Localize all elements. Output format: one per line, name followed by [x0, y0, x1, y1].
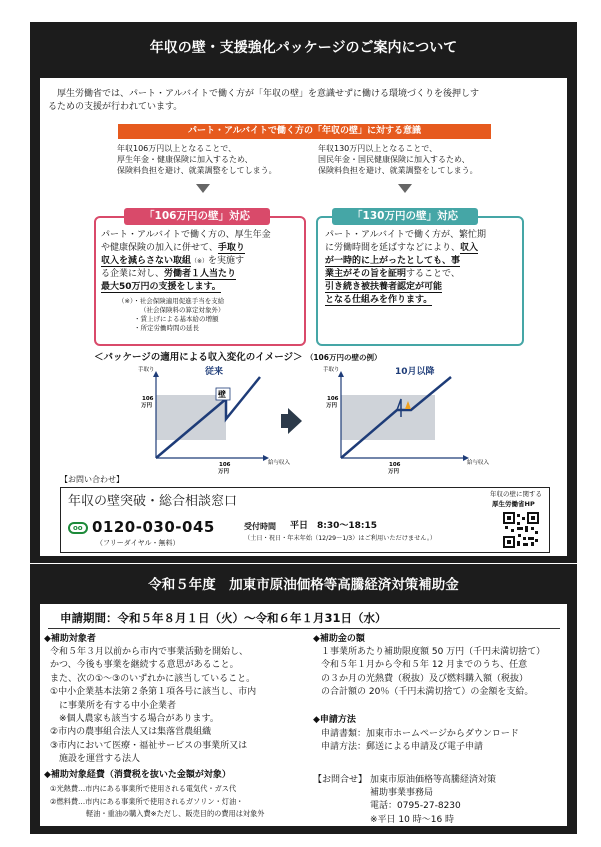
- box-130-line: することで、: [406, 269, 460, 279]
- graph-after-xtick-unit: 万円: [388, 469, 400, 475]
- amount-list: [321, 646, 561, 700]
- wall-awareness-bar: パート・アルバイトで働く方の「年収の壁」に対する意識: [118, 124, 491, 139]
- intro-line-2: るための支援が行われています。: [48, 102, 183, 112]
- tag-106-wall: 「106万円の壁」対応: [124, 208, 270, 225]
- target-line: ③市内において医療・福祉サービスの事業所又は: [50, 740, 248, 751]
- bottom-title: 令和５年度 加東市原油価格等高騰経済対策補助金: [148, 577, 459, 593]
- graph-after-ytick-unit: 万円: [326, 403, 338, 409]
- expense-line: 軽油・重油の購入費※ただし、販売目的の費用は対象外: [50, 809, 265, 818]
- phone-icon-dots: oo: [73, 524, 83, 532]
- tag-130-wall: 「130万円の壁」対応: [332, 208, 478, 225]
- box-106-text: [101, 229, 299, 294]
- note-line: （社会保険料の算定対象外）: [140, 306, 225, 314]
- right-note-line: 国民年金・国民健康保険に加入するため、: [318, 155, 470, 164]
- target-line: ①中小企業基本法第２条第１項各号に該当し、市内: [50, 687, 257, 698]
- graph-subtitle: （106万円の壁の例）: [305, 353, 382, 362]
- hours-value: 平日 8:30～18:15: [290, 521, 378, 531]
- left-note-line: 保険料負担を避け、就業調整をしてしまう。: [117, 166, 277, 175]
- box-130-line: パート・アルバイトで働く方が、繁忙期: [325, 230, 487, 240]
- amount-line: １事業所あたり補助限度額 50 万円（千円未満切捨て）: [321, 647, 546, 657]
- right-note-line: 年収130万円以上となることで、: [318, 144, 438, 153]
- right-note: [318, 143, 518, 176]
- box-130-emphasis: 引き続き被扶養者認定が可能: [325, 282, 443, 292]
- target-line: に事業所を有する中小企業者: [50, 700, 177, 711]
- target-list: [50, 646, 312, 767]
- box-130-text: [325, 229, 517, 307]
- top-title: 年収の壁・支援強化パッケージのご案内について: [149, 40, 458, 56]
- box-106-notes: [118, 297, 298, 333]
- box-106-emphasis: 最大50万円の支援をします。: [101, 282, 221, 292]
- graph-before-label: 従来: [205, 367, 224, 377]
- inquiry-line: 補助事業事務局: [370, 788, 434, 799]
- note-line: ・賃上げによる基本給の増額: [134, 315, 219, 323]
- qr-code-icon[interactable]: [503, 512, 539, 548]
- hp-label-2: 厚生労働省HP: [492, 500, 535, 508]
- box-130-emphasis: 業主がその旨を証明: [325, 269, 407, 279]
- box-106-emphasis: 労働者１人当たり: [164, 269, 237, 279]
- wall-label: 壁: [218, 390, 226, 399]
- left-note-line: 年収106万円以上となることで、: [117, 144, 237, 153]
- method-list: [321, 728, 561, 755]
- graph-before: [120, 363, 291, 475]
- graph-before-yaxis-label: 手取り: [138, 367, 155, 373]
- box-106-note-mark: （※）: [191, 258, 209, 265]
- graph-after: [305, 363, 495, 473]
- expense-line: ①光熱費…市内にある事業所で使用される電気代・ガス代: [50, 784, 237, 793]
- box-106-line: パート・アルバイトで働く方の、厚生年金: [101, 230, 271, 240]
- hp-label-1: 年収の壁に関する: [490, 490, 542, 498]
- graph-title-text: ＜パッケージの適用による収入変化のイメージ＞: [94, 352, 303, 363]
- inquiry-line: 電話：0795-27-8230: [370, 801, 461, 812]
- period-underline: [48, 628, 560, 629]
- graph-before-xaxis-label: 給与収入: [268, 460, 291, 466]
- hours-label: 受付時間: [244, 522, 276, 531]
- intro-line-1: 厚生労働省では、パート・アルバイトで働く方が「年収の壁」を意識せずに働ける環境づくりを後押しす: [48, 89, 480, 99]
- bottom-inquiry-list: [370, 774, 560, 827]
- box-130-emphasis: 収入: [460, 243, 479, 253]
- note-line: （※）・社会保険適用促進手当を支給: [118, 297, 225, 305]
- expense-heading: ◆補助対象経費（消費税を抜いた金額が対象）: [44, 770, 231, 780]
- bottom-inquiry-label: 【お問合せ】: [313, 775, 368, 785]
- graph-before-xtick-unit: 万円: [218, 469, 230, 475]
- method-line: 申請書類：加東市ホームページからダウンロード: [321, 729, 519, 739]
- hours-note: （土日・祝日・年末年始（12/29～1/3）はご利用いただけません。）: [244, 535, 437, 542]
- method-heading: ◆申請方法: [313, 715, 356, 725]
- box-130-emphasis: が一時的に上がったとしても、事: [325, 256, 461, 266]
- box-106-emphasis: 手取り: [217, 243, 245, 253]
- graph-before-area: [156, 395, 226, 440]
- left-note-line: 厚生年金・健康保険に加入するため、: [117, 155, 253, 164]
- amount-line: の合計額の 20％（千円未満切捨て）の金額を支給。: [321, 687, 534, 698]
- right-note-line: 保険料負担を避け、就業調整をしてしまう。: [318, 166, 478, 175]
- contact-name: 年収の壁突破・総合相談窓口: [68, 494, 238, 509]
- graph-after-label: 10月以降: [395, 367, 435, 377]
- inquiry-line: 加東市原油価格等高騰経済対策: [370, 775, 497, 785]
- box-106-line: る企業に対し、: [101, 269, 165, 279]
- target-line: ※個人農家も該当する場合があります。: [50, 714, 219, 725]
- transition-arrow-tail: [281, 414, 289, 428]
- expense-line: ②燃料費…市内にある事業所で使用されるガソリン・灯油・: [50, 796, 244, 806]
- target-line: かつ、今後も事業を継続する意思があること。: [50, 660, 239, 671]
- graph-after-yaxis-label: 手取り: [323, 367, 340, 373]
- phone-note: （フリーダイヤル・無料）: [96, 539, 180, 547]
- box-106-line: や健康保険の加入に併せて、: [101, 243, 218, 253]
- amount-line: の３か月の光熱費（税抜）及び燃料購入額（税抜）: [321, 673, 529, 684]
- target-line: また、次の①～③のいずれかに該当していること。: [50, 673, 256, 684]
- box-130-emphasis: となる仕組みを作ります。: [325, 295, 433, 305]
- note-line: ・所定労働時間の延長: [134, 324, 199, 332]
- box-106-line: を実施す: [208, 256, 245, 266]
- target-line: 施設を運営する法人: [50, 754, 141, 765]
- transition-arrow-icon: [288, 408, 302, 434]
- amount-heading: ◆補助金の額: [313, 634, 365, 644]
- arrow-down-icon: [196, 184, 210, 193]
- arrow-down-icon: [398, 184, 412, 193]
- target-line: 令和５年３月以前から市内で事業活動を開始し、: [50, 647, 249, 657]
- graph-before-ytick: 106: [142, 396, 154, 402]
- left-note: [117, 143, 317, 176]
- graph-after-xtick: 106: [389, 462, 401, 468]
- inquiry-label: 【お問い合わせ】: [60, 475, 124, 484]
- expense-list: [50, 783, 312, 821]
- target-heading: ◆補助対象者: [44, 634, 96, 644]
- inquiry-line: ※平日 10 時～16 時: [370, 814, 455, 825]
- application-period: 申請期間：令和５年８月１日（火）～令和６年１月31日（水）: [60, 611, 387, 625]
- graph-after-xaxis-label: 給与収入: [467, 460, 490, 466]
- box-106-emphasis: 収入を減らさない取組: [101, 256, 192, 266]
- method-line: 申請方法：郵送による申請及び電子申請: [321, 742, 484, 753]
- box-130-line: に労働時間を延ばすなどにより、: [325, 243, 461, 253]
- contact-phone: 0120-030-045: [92, 518, 215, 536]
- amount-line: 令和５年１月から令和５年 12 月までのうち、任意: [321, 660, 528, 671]
- target-line: ②市内の農事組合法人又は集落営農組織: [50, 727, 212, 738]
- graph-before-ytick-unit: 万円: [141, 403, 153, 409]
- graph-after-ytick: 106: [327, 396, 339, 402]
- graph-before-xtick: 106: [219, 462, 231, 468]
